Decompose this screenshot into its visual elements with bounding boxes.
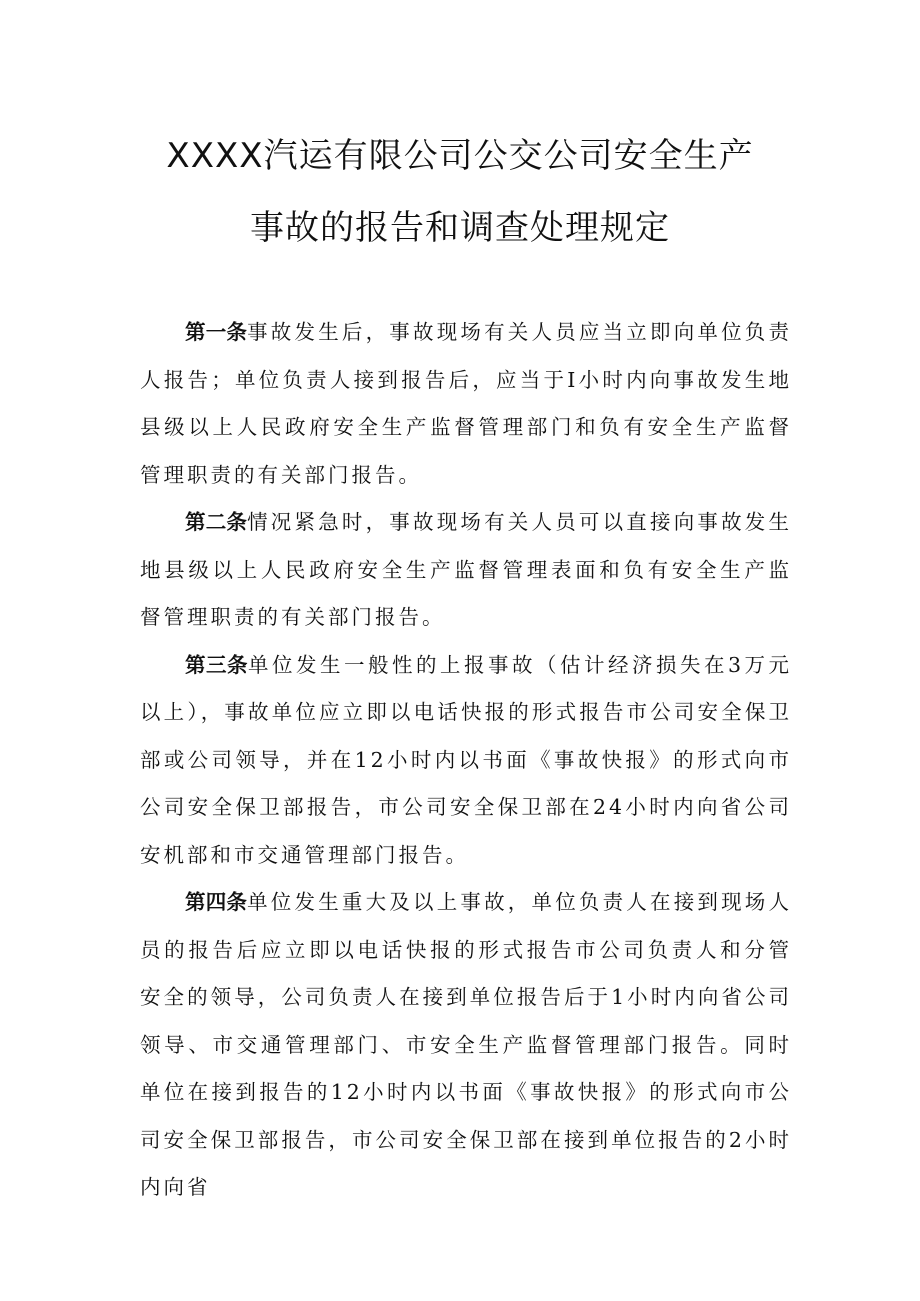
article-4-text: 单位发生重大及以上事故，单位负责人在接到现场人员的报告后应立即以电话快报的形式报告市公司负责人和分管安全的领导，公司负责人在接到单位报告后于1小时内向省公司领导、市交通管理部门、市安全生产监督管理部门报告。同时单位在接到报告的12小时内以书面《事故快报》的形式向市公司安全保卫部报告，市公司安全保卫部在接到单位报告的2小时内向省 (140, 890, 793, 1199)
article-2-label: 第二条 (185, 510, 248, 534)
document-title-line-2: 事故的报告和调查处理规定 (250, 208, 670, 248)
document-title-line-1: XXXX汽运有限公司公交公司安全生产 (166, 136, 754, 176)
article-3 (140, 642, 792, 880)
article-1-label: 第一条 (185, 320, 248, 344)
article-4 (140, 879, 792, 1212)
article-1 (140, 309, 792, 499)
document-body (140, 309, 792, 1212)
article-2 (140, 499, 792, 642)
article-3-label: 第三条 (185, 652, 248, 677)
article-4-label: 第四条 (185, 890, 248, 914)
article-3-text: 单位发生一般性的上报事故（估计经济损失在3万元以上），事故单位应立即以电话快报的形式报告市公司安全保卫部或公司领导，并在12小时内以书面《事故快报》的形式向市公司安全保卫部报告，市公司安全保卫部在24小时内向省公司安机部和市交通管理部门报告。 (140, 652, 793, 867)
article-1-text: 事故发生后，事故现场有关人员应当立即向单位负责人报告；单位负责人接到报告后，应当于I小时内向事故发生地县级以上人民政府安全生产监督管理部门和负有安全生产监督管理职责的有关部门报告。 (140, 320, 793, 487)
article-2-text: 情况紧急时，事故现场有关人员可以直接向事故发生地县级以上人民政府安全生产监督管理表面和负有安全生产监督管理职责的有关部门报告。 (140, 510, 793, 629)
